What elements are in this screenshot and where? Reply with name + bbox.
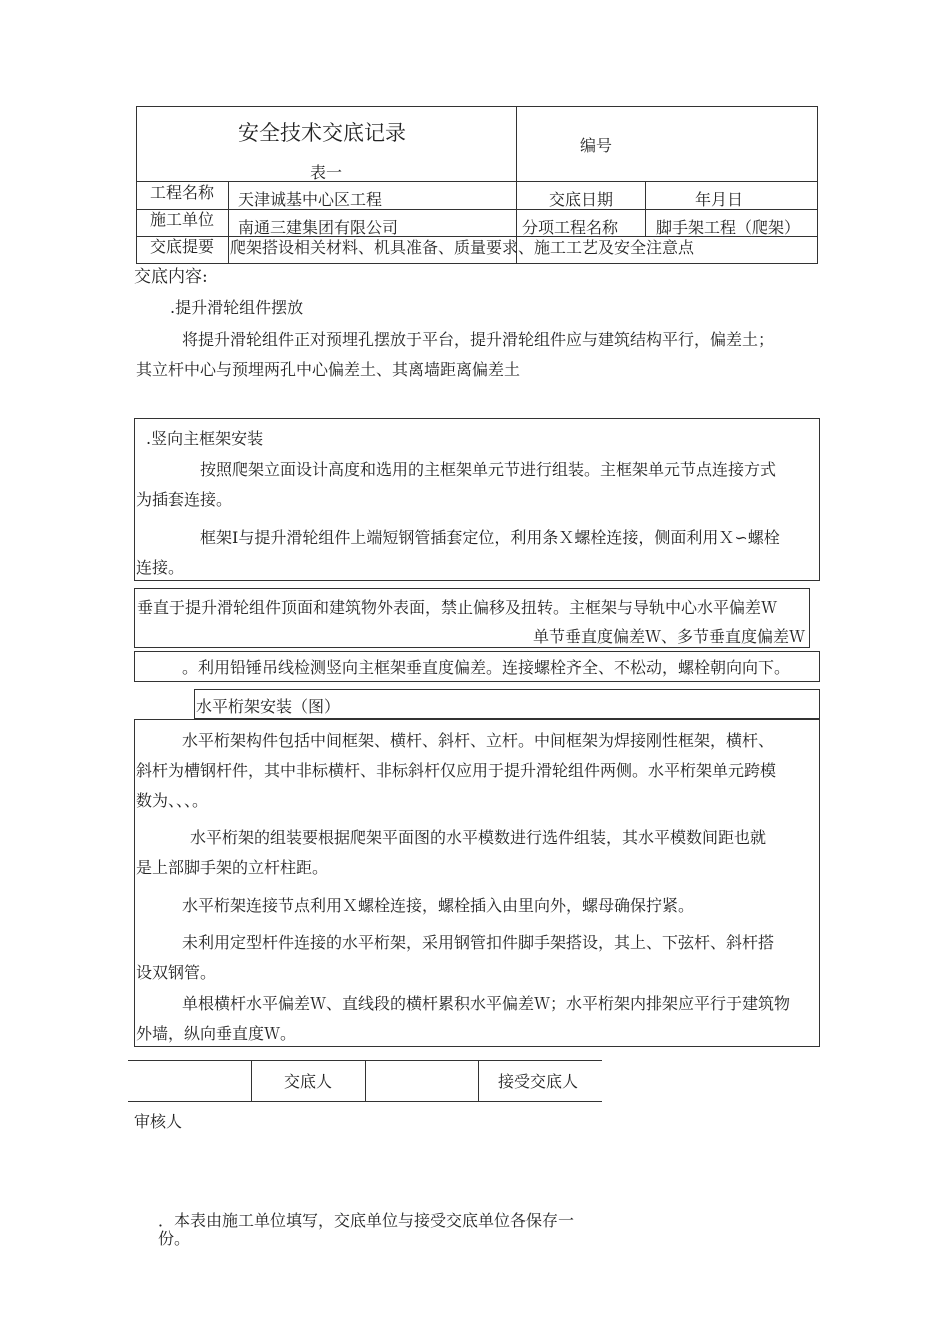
section-2-para-2: 框架Ⅰ与提升滑轮组件上端短钢管插套定位，利用条Ｘ螺栓连接，侧面利用Ｘ∽螺栓 [200, 528, 780, 547]
section-2-para-3-cont: 单节垂直度偏差Ｗ、多节垂直度偏差Ｗ [533, 627, 806, 646]
section-3-para-4: 未利用定型杆件连接的水平桁架，采用钢管扣件脚手架搭设，其上、下弦杆、斜杆搭 [182, 933, 775, 952]
form-subtitle: 表一 [310, 163, 343, 182]
discloser-label: 交底人 [284, 1072, 333, 1091]
date-value: 年月日 [695, 190, 744, 209]
section-3-para-5: 单根横杆水平偏差Ｗ、直线段的横杆累积水平偏差Ｗ；水平桁架内排架应平行于建筑物 [182, 994, 791, 1013]
section-3-para-1: 水平桁架构件包括中间框架、横杆、斜杆、立杆。中间框架为焊接刚性框架，横杆、 [182, 731, 775, 750]
construction-unit-label: 施工单位 [150, 211, 215, 229]
section-1-para: 将提升滑轮组件正对预埋孔摆放于平台，提升滑轮组件应与建筑结构平行，偏差土； [182, 330, 775, 349]
section-3-para-2-cont: 是上部脚手架的立杆柱距。 [136, 858, 329, 877]
subproject-value: 脚手架工程（爬架） [656, 218, 801, 237]
section-3-para-3: 水平桁架连接节点利用Ｘ螺栓连接，螺栓插入由里向外，螺母确保拧紧。 [182, 896, 695, 915]
footnote-line-2: 份。 [158, 1229, 191, 1248]
reviewer-label: 审核人 [134, 1112, 183, 1131]
section-1-heading: .提升滑轮组件摆放 [170, 298, 304, 317]
section-1-para-cont: 其立杆中心与预埋两孔中心偏差土、其离墙距离偏差土 [136, 360, 521, 379]
project-name-value: 天津诚基中心区工程 [238, 190, 383, 209]
content-label: 交底内容: [134, 267, 208, 287]
subproject-label: 分项工程名称 [522, 218, 619, 237]
section-2-para-3: 垂直于提升滑轮组件顶面和建筑物外表面，禁止偏移及扭转。主框架与导轨中心水平偏差Ｗ [137, 598, 778, 617]
section-3-para-4-cont: 设双钢管。 [136, 963, 217, 982]
construction-unit-value: 南通三建集团有限公司 [238, 218, 399, 237]
date-label: 交底日期 [549, 190, 614, 209]
section-3-para-1-cont: 斜杆为槽钢杆件，其中非标横杆、非标斜杆仅应用于提升滑轮组件两侧。水平桁架单元跨模 [136, 761, 777, 780]
section-2-para-4: 。利用铅锤吊线检测竖向主框架垂直度偏差。连接螺栓齐全、不松动，螺栓朝向向下。 [182, 658, 791, 677]
signature-row-bottom [128, 1101, 602, 1102]
section-3-para-1-end: 数为、、、。 [136, 791, 209, 810]
footnote-line-1: ．本表由施工单位填写，交底单位与接受交底单位各保存一 [158, 1211, 575, 1230]
project-name-label: 工程名称 [150, 184, 215, 202]
receiver-label: 接受交底人 [498, 1072, 579, 1091]
section-3-para-2: 水平桁架的组装要根据爬架平面图的水平模数进行选件组装，其水平模数间距也就 [190, 828, 767, 847]
section-2-para-1-cont: 为插套连接。 [136, 490, 233, 509]
section-2-heading: .竖向主框架安装 [146, 429, 264, 448]
summary-value: 爬架搭设相关材料、机具准备、质量要求、施工工艺及安全注意点 [230, 238, 695, 257]
section-2-para-1: 按照爬架立面设计高度和选用的主框架单元节进行组装。主框架单元节点连接方式 [200, 460, 777, 479]
number-label: 编号 [580, 136, 613, 155]
document-title: 安全技术交底记录 [238, 121, 406, 145]
summary-label: 交底提要 [150, 238, 215, 256]
section-3-para-5-cont: 外墙，纵向垂直度Ｗ。 [136, 1024, 297, 1043]
section-3-heading: 水平桁架安装（图） [196, 697, 341, 716]
section-2-para-2-cont: 连接。 [136, 558, 185, 577]
